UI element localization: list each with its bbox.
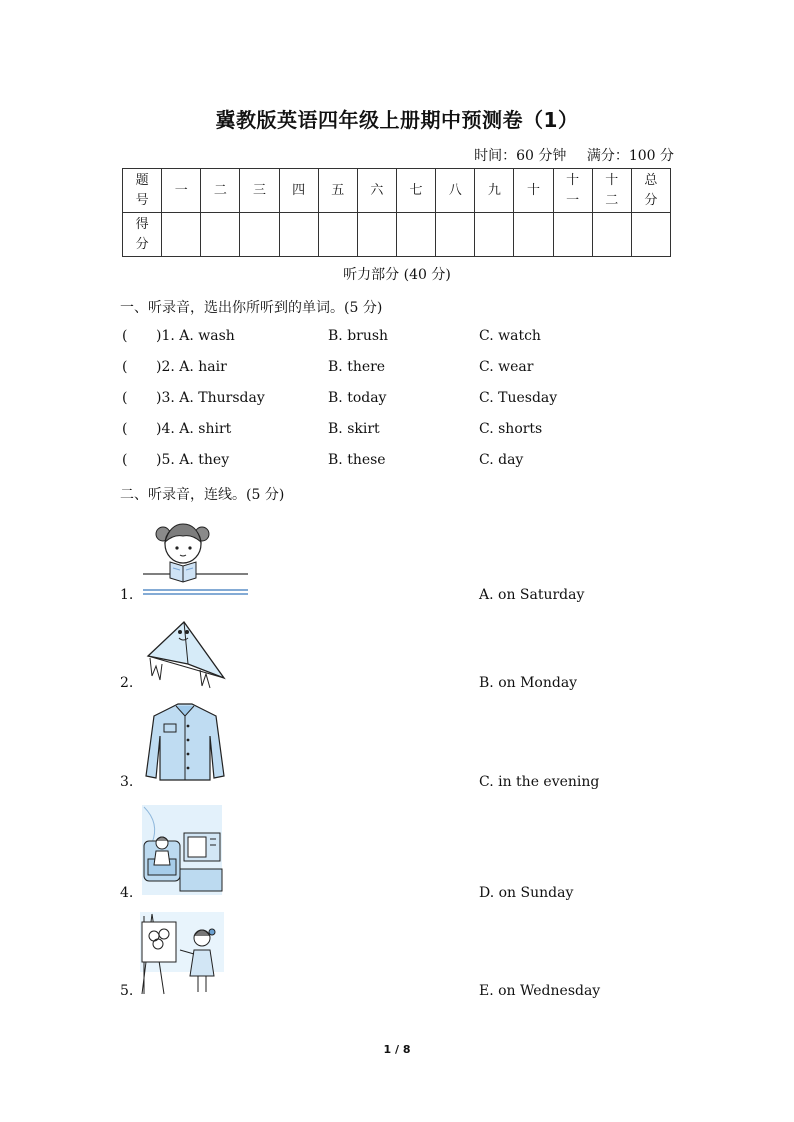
score-cell [318,213,357,257]
option-b: B. today [328,390,387,406]
score-table-col: 十 [514,169,553,213]
answer-paren: ( [122,328,128,344]
option-a: )2. A. hair [156,359,227,375]
match-number: 1. [120,587,134,603]
girl-painting-icon [136,910,226,998]
score-table-col: 四 [279,169,318,213]
answer-paren: ( [122,421,128,437]
answer-paren: ( [122,452,128,468]
score-table-header-label: 题 号 [123,169,162,213]
option-c: C. Tuesday [479,390,558,406]
score-table-col: 十 一 [553,169,592,213]
section2-title: 二、听录音，连线。(5 分) [120,487,285,503]
score-table-col: 六 [357,169,396,213]
kite-icon [140,618,230,690]
option-b: B. these [328,452,386,468]
option-a: )5. A. they [156,452,230,468]
match-number: 3. [120,774,134,790]
score-table-col: 十 二 [592,169,631,213]
score-cell [240,213,279,257]
score-table [122,168,671,257]
score-table-header-row [123,169,671,213]
score-table-col: 二 [201,169,240,213]
girl-reading-icon [140,512,250,600]
exam-meta [458,145,674,165]
score-cell [201,213,240,257]
score-table-row-label: 得 分 [123,213,162,257]
score-table-col: 五 [318,169,357,213]
exam-full-score: 满分：100 分 [586,148,674,164]
score-cell [279,213,318,257]
match-option: A. on Saturday [479,587,585,603]
score-table-col: 九 [475,169,514,213]
match-option: E. on Wednesday [479,983,601,999]
match-number: 5. [120,983,134,999]
watching-tv-icon [140,803,224,899]
score-cell [475,213,514,257]
score-cell [631,213,670,257]
option-a: )3. A. Thursday [156,390,265,406]
option-a: )1. A. wash [156,328,235,344]
option-b: B. brush [328,328,389,344]
score-table-col: 三 [240,169,279,213]
page-title: 冀教版英语四年级上册期中预测卷（1） [215,108,579,132]
match-option: C. in the evening [479,774,600,790]
match-option: D. on Sunday [479,885,574,901]
match-option: B. on Monday [479,675,578,691]
score-cell [396,213,435,257]
option-c: C. day [479,452,524,468]
option-b: B. skirt [328,421,380,437]
option-c: C. shorts [479,421,543,437]
score-cell [592,213,631,257]
option-c: C. wear [479,359,534,375]
match-number: 4. [120,885,134,901]
section1-title: 一、听录音，选出你所听到的单词。(5 分) [120,300,383,316]
score-cell [162,213,201,257]
score-cell [514,213,553,257]
listening-header: 听力部分 (40 分) [343,267,451,283]
match-number: 2. [120,675,134,691]
option-a: )4. A. shirt [156,421,232,437]
answer-paren: ( [122,390,128,406]
page-number: 1 / 8 [383,1043,411,1056]
score-table-col: 八 [436,169,475,213]
score-cell [553,213,592,257]
score-table-score-row [123,213,671,257]
option-b: B. there [328,359,386,375]
score-table-col: 七 [396,169,435,213]
score-cell [436,213,475,257]
exam-time: 时间：60 分钟 [474,148,567,164]
score-table-col: 总 分 [631,169,670,213]
answer-paren: ( [122,359,128,375]
score-cell [357,213,396,257]
shirt-icon [140,702,230,782]
option-c: C. watch [479,328,541,344]
score-table-col: 一 [162,169,201,213]
